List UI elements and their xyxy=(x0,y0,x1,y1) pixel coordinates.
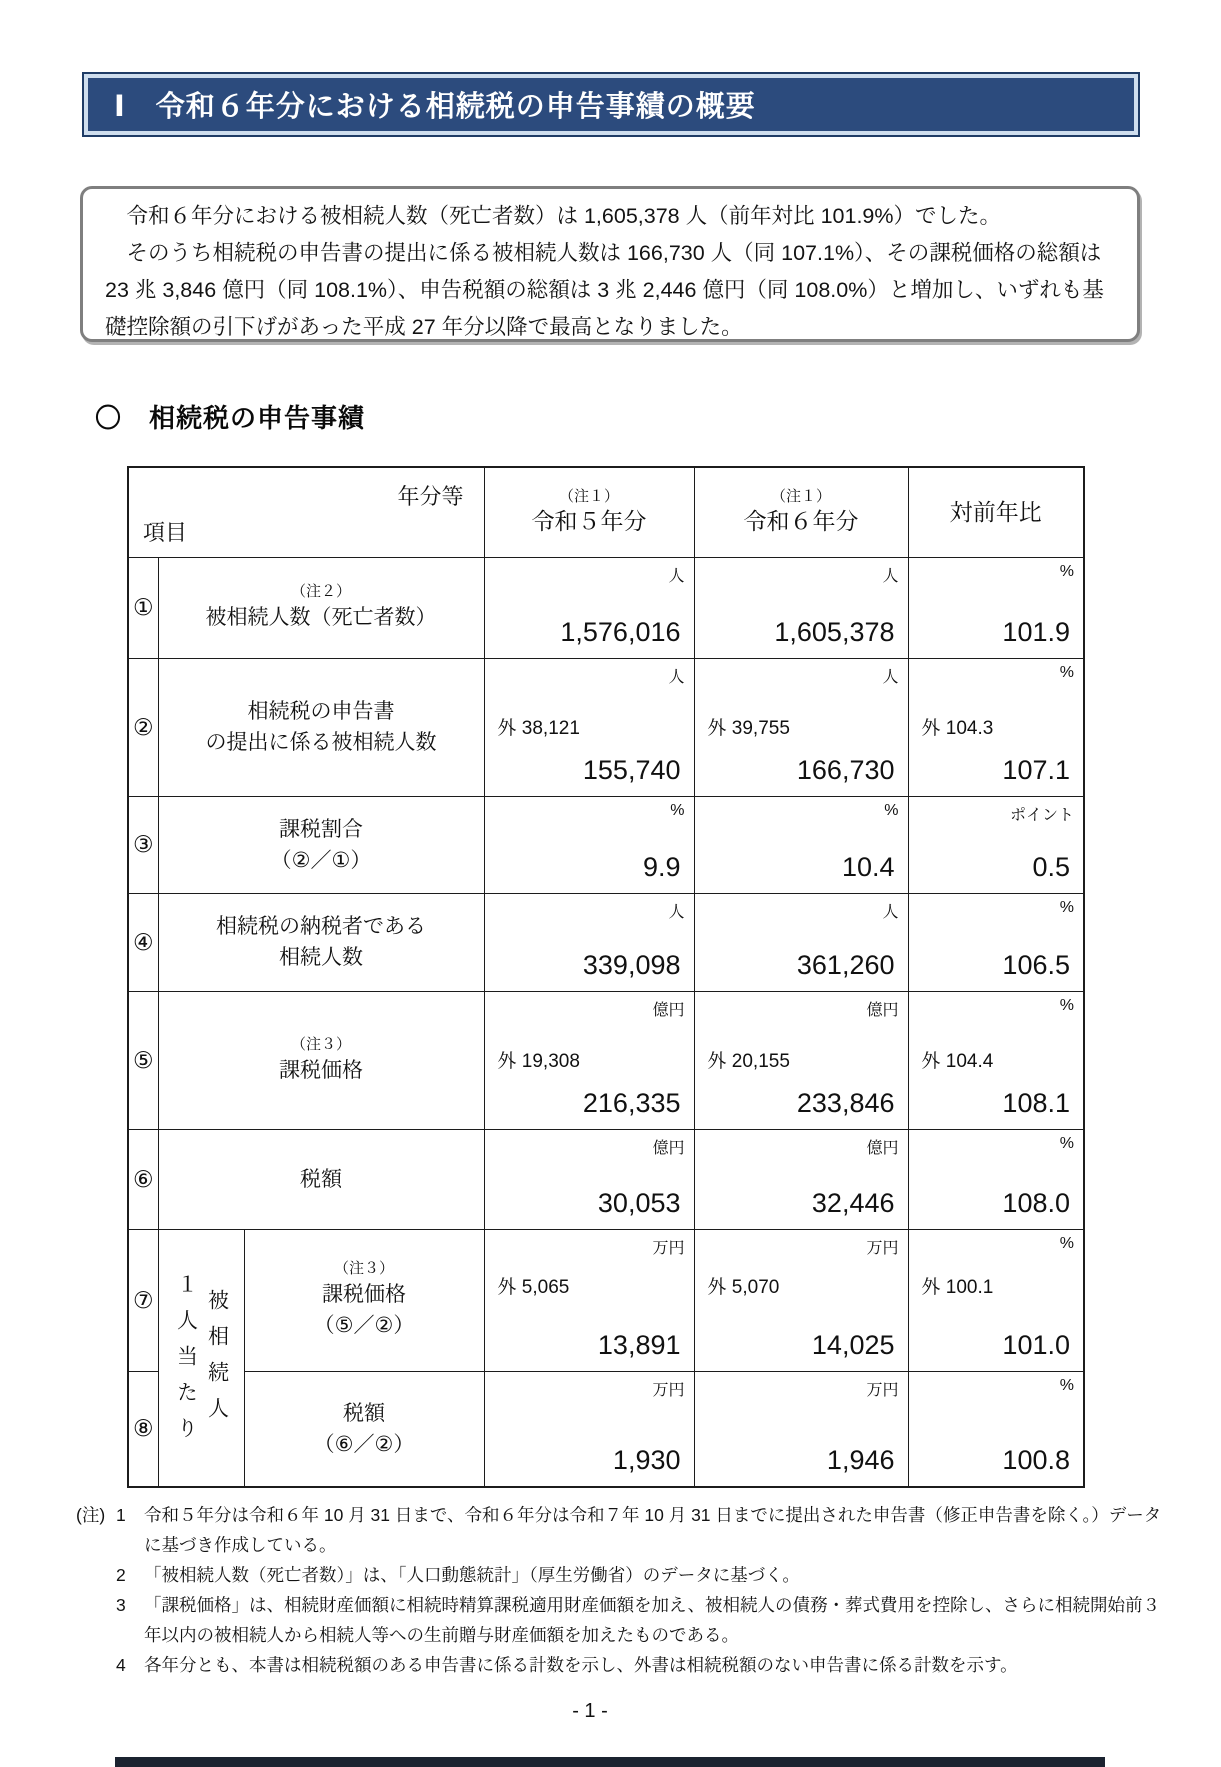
summary-box xyxy=(80,186,1140,342)
section-heading: 〇 相続税の申告事績 xyxy=(95,403,366,433)
table-row xyxy=(128,796,1084,893)
value-cell-r5: 人 339,098 xyxy=(484,893,694,991)
value-cell-r5: % 9.9 xyxy=(484,796,694,893)
footnote-marker: (注) xyxy=(76,1505,106,1525)
next-page-banner-edge xyxy=(115,1757,1105,1767)
header-item-label: 項目 xyxy=(143,519,188,545)
table-row xyxy=(128,1371,1084,1487)
footnotes xyxy=(76,1500,1168,1680)
row-number: ④ xyxy=(128,893,158,991)
soto-value: 外 104.4 xyxy=(921,1051,994,1073)
page-title: Ⅰ 令和６年分における相続税の申告事績の概要 xyxy=(114,91,756,123)
footnote-2: 2 「被相続人数（死亡者数）」は、「人口動態統計」（厚生労働省）のデータに基づく。 xyxy=(116,1565,800,1585)
column-header-r5: （注１） 令和５年分 xyxy=(484,467,694,557)
column-header-r6: （注１） 令和６年分 xyxy=(694,467,908,557)
value-cell-r6: 人 361,260 xyxy=(694,893,908,991)
table-row xyxy=(128,991,1084,1129)
value-cell-ratio: % 100.8 xyxy=(908,1371,1084,1487)
value-cell-r6: 万円 外 5,070 14,025 xyxy=(694,1229,908,1371)
soto-value: 外 100.1 xyxy=(921,1276,994,1298)
value-cell-r6: 人 1,605,378 xyxy=(694,557,908,658)
footnote-3: 3 「課税価格」は、相続財産価額に相続時精算課税適用財産価額を加え、被相続人の債務・葬式費用を控除し、さらに相続開始前３年以内の被相続人から相続人等への生前贈与財産価額を加えたものである。 xyxy=(116,1595,1161,1645)
row-label: （注２） 被相続人数（死亡者数） xyxy=(158,557,484,658)
value-cell-r5: 万円 外 5,065 13,891 xyxy=(484,1229,694,1371)
value-cell-ratio: % 外 104.4 108.1 xyxy=(908,991,1084,1129)
row-number: ⑤ xyxy=(128,991,158,1129)
table-row xyxy=(128,1229,1084,1371)
column-note: （注１） xyxy=(558,488,619,506)
value-cell-ratio: % 外 104.3 107.1 xyxy=(908,658,1084,796)
title-banner xyxy=(82,72,1140,137)
table-row xyxy=(128,893,1084,991)
row-label: （注３） 課税価格 xyxy=(158,991,484,1129)
soto-value: 外 39,755 xyxy=(707,718,790,740)
value-cell-ratio: ポイント 0.5 xyxy=(908,796,1084,893)
diagonal-header-cell xyxy=(128,467,484,557)
value-cell-r6: % 10.4 xyxy=(694,796,908,893)
value-cell-r5: 人 外 38,121 155,740 xyxy=(484,658,694,796)
value-cell-r5: 億円 外 19,308 216,335 xyxy=(484,991,694,1129)
row-number: ② xyxy=(128,658,158,796)
table-row xyxy=(128,557,1084,658)
row-number: ⑥ xyxy=(128,1129,158,1229)
soto-value: 外 5,070 xyxy=(707,1276,780,1298)
report-table-wrapper xyxy=(127,466,1085,1488)
value-cell-r6: 万円 1,946 xyxy=(694,1371,908,1487)
soto-value: 外 38,121 xyxy=(497,718,580,740)
value-cell-r6: 人 外 39,755 166,730 xyxy=(694,658,908,796)
value-cell-ratio: % 101.9 xyxy=(908,557,1084,658)
summary-paragraph-1: 令和６年分における被相続人数（死亡者数）は 1,605,378 人（前年対比 101.9%）でした。 xyxy=(126,204,1001,228)
table-row xyxy=(128,658,1084,796)
vertical-group-label: １人当たり 被相続人 xyxy=(174,1272,229,1453)
value-cell-r5: 億円 30,053 xyxy=(484,1129,694,1229)
row-number: ① xyxy=(128,557,158,658)
per-decedent-group-cell xyxy=(158,1229,244,1487)
row-number: ③ xyxy=(128,796,158,893)
value-cell-ratio: % 外 100.1 101.0 xyxy=(908,1229,1084,1371)
soto-value: 外 5,065 xyxy=(497,1276,570,1298)
value-cell-r6: 億円 32,446 xyxy=(694,1129,908,1229)
soto-value: 外 104.3 xyxy=(921,718,994,740)
row-label: （注３） 課税価格 （⑤／②） xyxy=(244,1229,484,1371)
summary-paragraph-2: そのうち相続税の申告書の提出に係る被相続人数は 166,730 人（同 107.1%）、その課税価格の総額は 23 兆 3,846 億円（同 108.1%）、申告税額の総額は 3 兆 2,446 億円（同 108.0%）と増加し、いずれも基礎控除額の引下げがあった平成 27 年分以降で最高となりました。 xyxy=(105,241,1104,339)
table-header-row xyxy=(128,467,1084,557)
row-number: ⑧ xyxy=(128,1371,158,1487)
value-cell-r6: 億円 外 20,155 233,846 xyxy=(694,991,908,1129)
header-year-label: 年分等 xyxy=(397,484,464,509)
value-cell-r5: 万円 1,930 xyxy=(484,1371,694,1487)
row-label: 課税割合 （②／①） xyxy=(158,796,484,893)
column-note: （注１） xyxy=(770,488,831,506)
row-label: 税額 （⑥／②） xyxy=(244,1371,484,1487)
row-label: 相続税の納税者である 相続人数 xyxy=(158,893,484,991)
value-cell-r5: 人 1,576,016 xyxy=(484,557,694,658)
row-label: 相続税の申告書 の提出に係る被相続人数 xyxy=(158,658,484,796)
footnote-4: 4 各年分とも、本書は相続税額のある申告書に係る計数を示し、外書は相続税額のない申告書に係る計数を示す。 xyxy=(116,1655,1018,1675)
report-table xyxy=(127,466,1085,1488)
row-number: ⑦ xyxy=(128,1229,158,1371)
column-header-ratio: 対前年比 xyxy=(908,467,1084,557)
soto-value: 外 20,155 xyxy=(707,1051,790,1073)
soto-value: 外 19,308 xyxy=(497,1051,580,1073)
value-cell-ratio: % 108.0 xyxy=(908,1129,1084,1229)
footnote-1: (注) 1 令和５年分は令和６年 10 月 31 日まで、令和６年分は令和７年 10 月 31 日までに提出された申告書（修正申告書を除く。）データに基づき作成している。 xyxy=(76,1500,1168,1560)
page-number: - 1 - xyxy=(572,1700,608,1722)
row-label: 税額 xyxy=(158,1129,484,1229)
table-row xyxy=(128,1129,1084,1229)
value-cell-ratio: % 106.5 xyxy=(908,893,1084,991)
